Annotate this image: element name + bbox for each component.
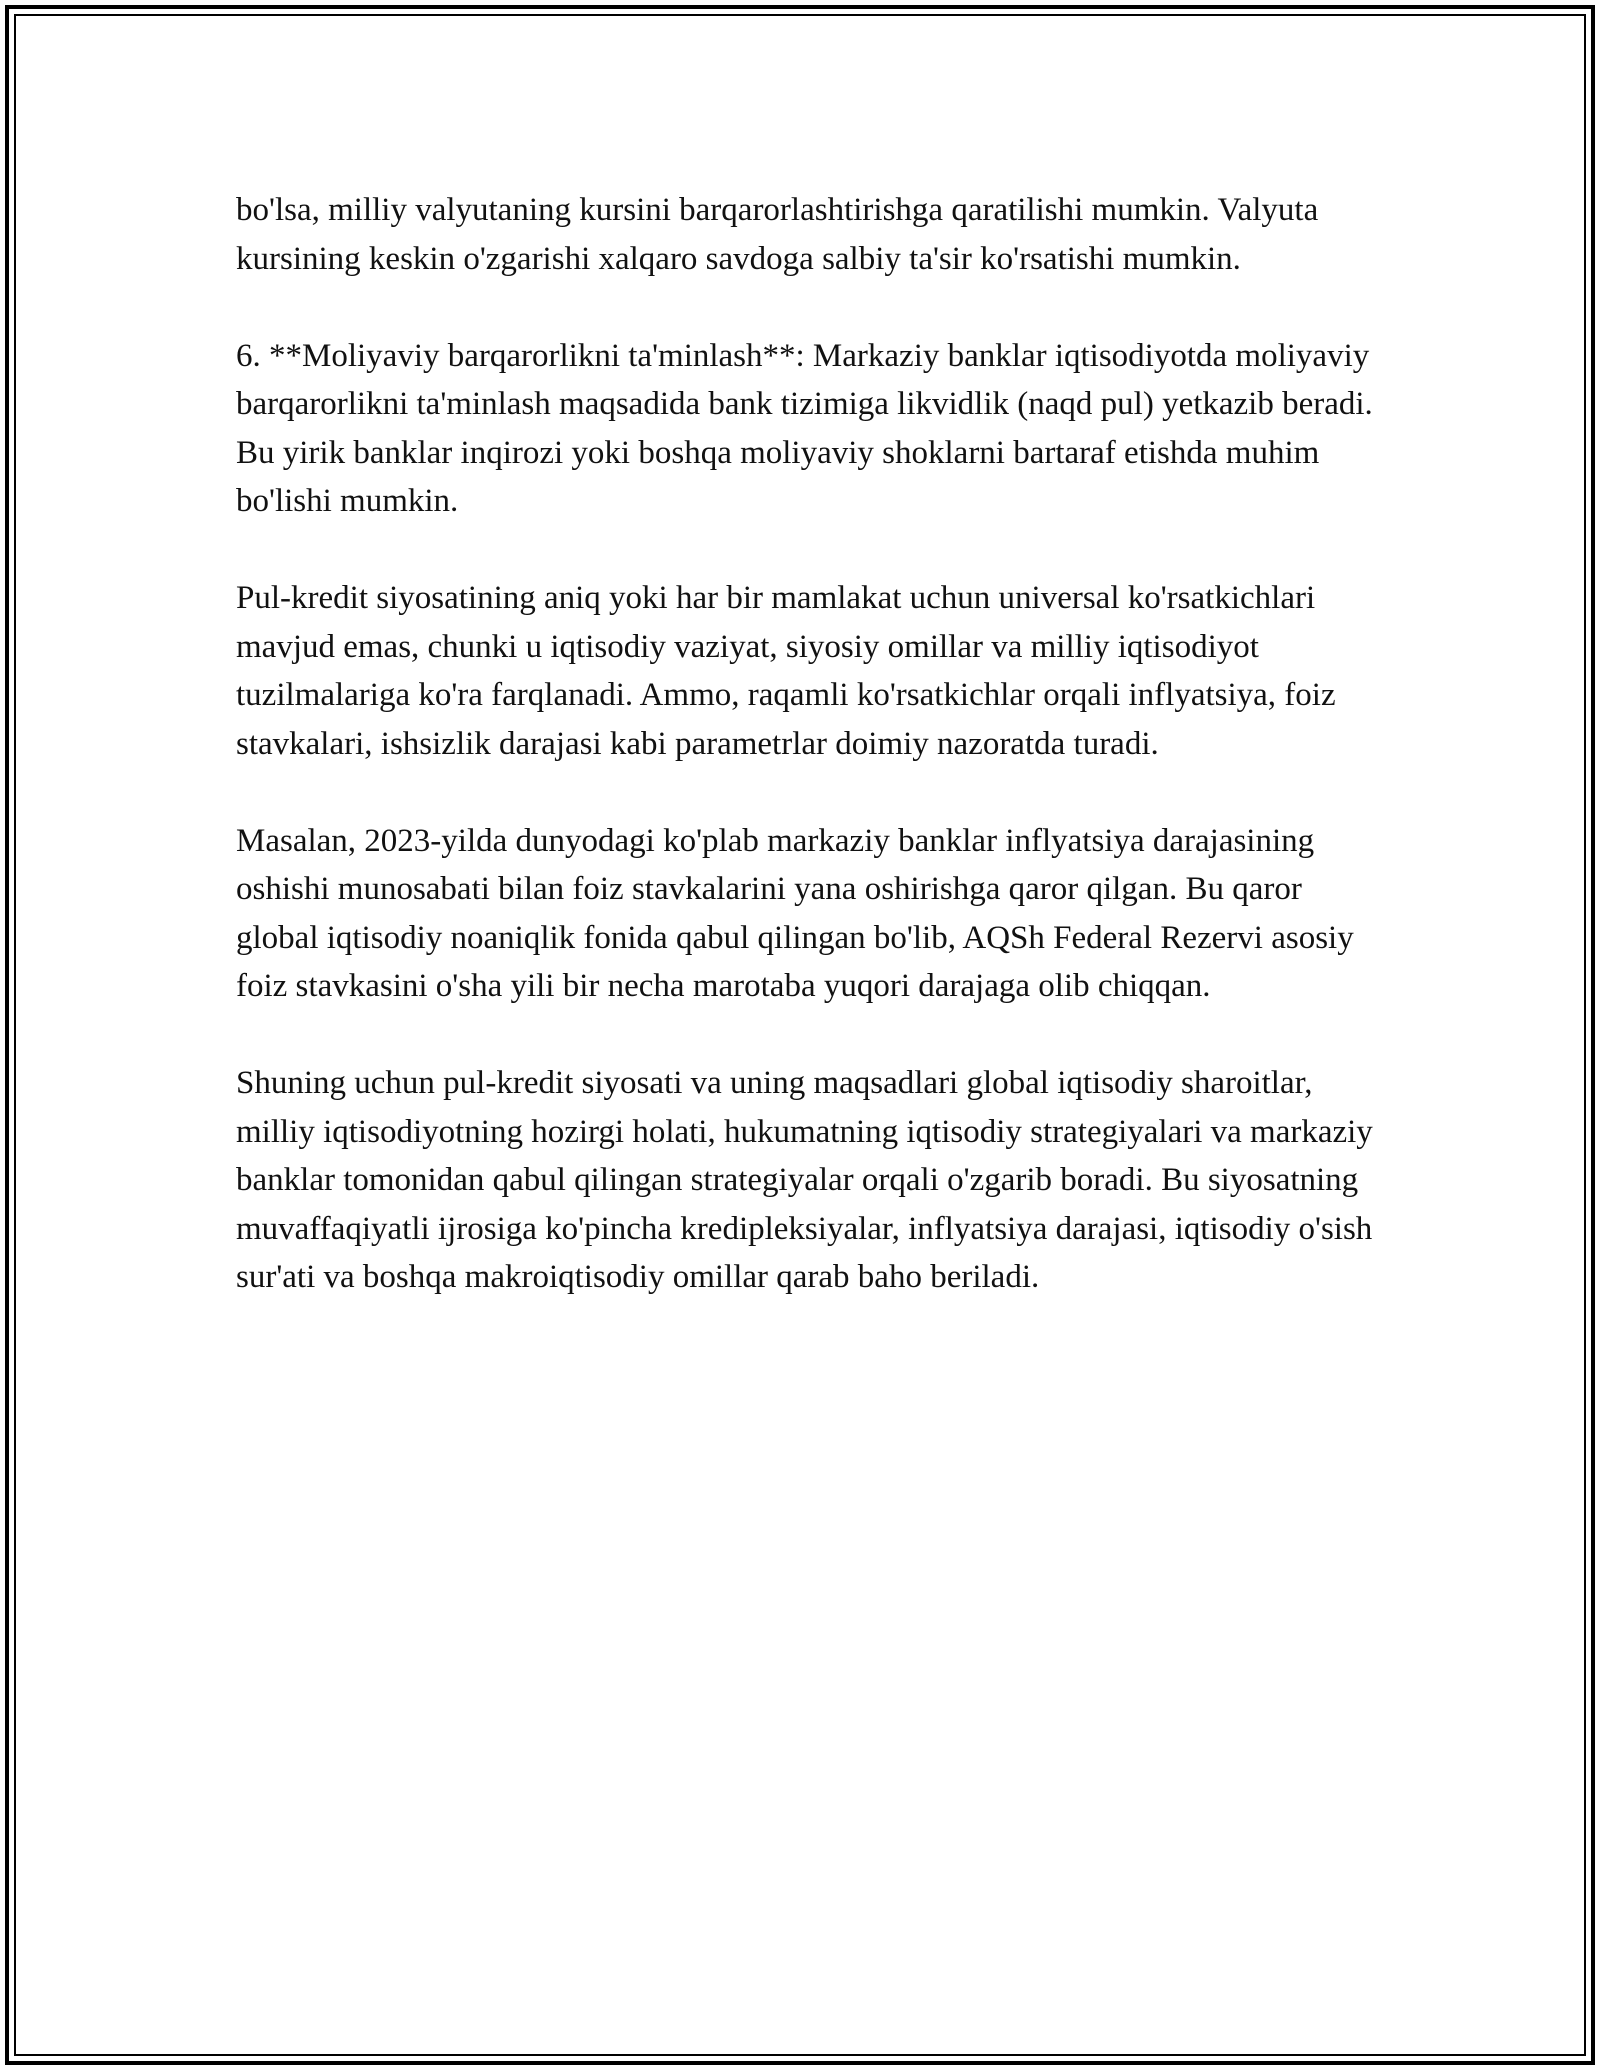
paragraph-financial-stability: 6. **Moliyaviy barqarorlikni ta'minlash**: Markaziy banklar iqtisodiyotda moliyaviy barqarorlikni ta'minlash maqsadida bank tizimiga likvidlik (naqd pul) yetkazib beradi. Bu yirik banklar inqirozi yoki boshqa moliyaviy shoklarni bartaraf etishda muhim bo'lishi mumkin.: [236, 337, 1373, 519]
paragraph-continuation: bo'lsa, milliy valyutaning kursini barqarorlashtirishga qaratilishi mumkin. Valyuta kursining keskin o'zgarishi xalqaro savdoga salbiy ta'sir ko'rsatishi mumkin.: [236, 192, 1319, 277]
paragraph-example-2023: Masalan, 2023-yilda dunyodagi ko'plab markaziy banklar inflyatsiya darajasining oshishi munosabati bilan foiz stavkalarini yana oshirishga qaror qilgan. Bu qaror global iqtisodiy noaniqlik fonida qabul qilingan bo'lib, AQSh Federal Rezervi asosiy foiz stavkasini o'sha yili bir necha marotaba yuqori darajaga olib chiqqan.: [236, 822, 1354, 1004]
paragraph-indicators: Pul-kredit siyosatining aniq yoki har bir mamlakat uchun universal ko'rsatkichlari mavjud emas, chunki u iqtisodiy vaziyat, siyosiy omillar va milliy iqtisodiyot tuzilmalariga ko'ra farqlanadi. Ammo, raqamli ko'rsatkichlar orqali inflyatsiya, foiz stavkalari, ishsizlik darajasi kabi parametrlar doimiy nazoratda turadi.: [236, 580, 1336, 762]
document-body: [236, 186, 1376, 1302]
paragraph-conclusion: Shuning uchun pul-kredit siyosati va uning maqsadlari global iqtisodiy sharoitlar, milliy iqtisodiyotning hozirgi holati, hukumatning iqtisodiy strategiyalari va markaziy banklar tomonidan qabul qilingan strategiyalar orqali o'zgarib boradi. Bu siyosatning muvaffaqiyatli ijrosiga ko'pincha kredipleksiyalar, inflyatsiya darajasi, iqtisodiy o'sish sur'ati va boshqa makroiqtisodiy omillar qarab baho beriladi.: [236, 1065, 1373, 1295]
